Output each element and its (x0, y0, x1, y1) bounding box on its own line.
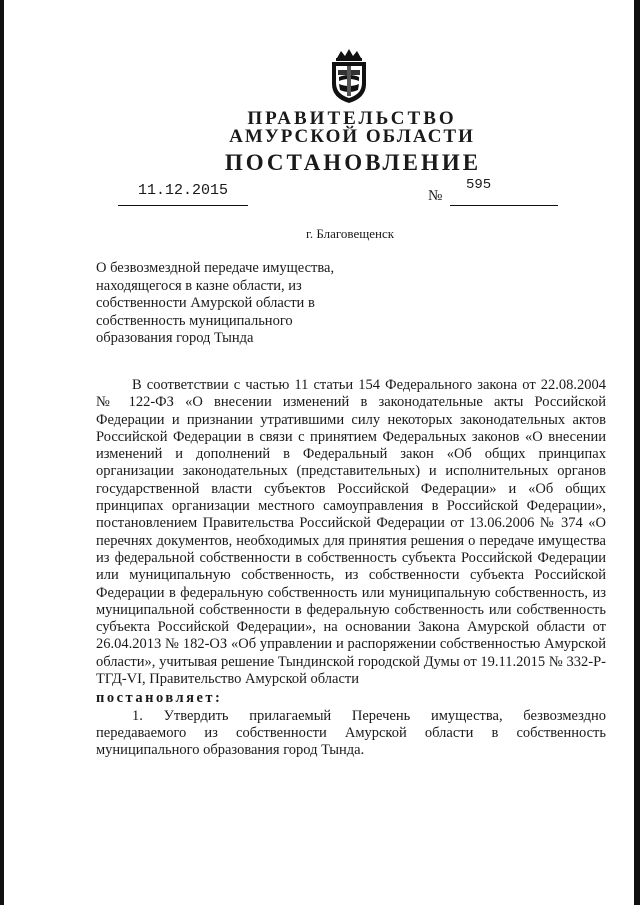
document-body (96, 377, 606, 760)
subject-line: О безвозмездной передаче имущества, (96, 260, 335, 276)
subject-line: находящегося в казне области, из (96, 277, 302, 294)
city-name: г. Благовещенск (305, 226, 395, 241)
number-sign: № (428, 188, 443, 204)
subject-line: собственность муниципального (96, 312, 293, 329)
number-underline (450, 205, 558, 206)
subject-line: образования город Тында (96, 330, 254, 346)
document-number: 595 (466, 177, 492, 193)
document-date: 11.12.2015 (137, 182, 228, 199)
subject-line: собственности Амурской области в (96, 295, 315, 311)
resolves-heading: постановляет: (96, 690, 223, 707)
resolution-item-1: 1. Утвердить прилагаемый Перечень имущества, безвозмездно передаваемого из собственности Амурской области в собственность муниципального образования город Тында. (96, 707, 606, 759)
document-subject (96, 260, 376, 348)
government-title-line1: ПРАВИТЕЛЬСТВО (247, 108, 457, 129)
government-title-line2: АМУРСКОЙ ОБЛАСТИ (229, 126, 475, 147)
preamble-paragraph: В соответствии с частью 11 статьи 154 Федерального закона от 22.08.2004 № 122-ФЗ «О внесении изменений в законодательные акты Российской Федерации и признании утратившими силу некоторых законодательных актов Российской Федерации в связи с принятием Федеральных законов «О внесении изменений и дополнений в Федеральный закон «Об общих принципах организации законодательных (представительных) и исполнительных органов государственной власти субъектов Российской Федерации» и «Об общих принципах организации местного самоуправления в Российской Федерации», постановлением Правительства Российской Федерации от 13.06.2006 № 374 «О перечнях документов, необходимых для принятия решения о передаче имущества из федеральной собственности в собственность субъекта Российской Федерации или муниципальную собственность, из собственности субъекта Российской Федерации в федеральную собственность или муниципальную собственность, из муниципальной собственности в федеральную собственность или собственность субъекта Российской Федерации», на основании Закона Амурской области от 26.04.2013 № 182-ОЗ «Об управлении и распоряжении собственностью Амурской области», учитывая решение Тындинской городской Думы от 19.11.2015 № 332-Р-ТГД-VI, Правительство Амурской области (96, 377, 606, 688)
date-underline (118, 205, 248, 206)
document-type-title: ПОСТАНОВЛЕНИЕ (224, 150, 482, 175)
coat-of-arms-icon (327, 48, 371, 104)
scan-left-border (0, 0, 4, 905)
